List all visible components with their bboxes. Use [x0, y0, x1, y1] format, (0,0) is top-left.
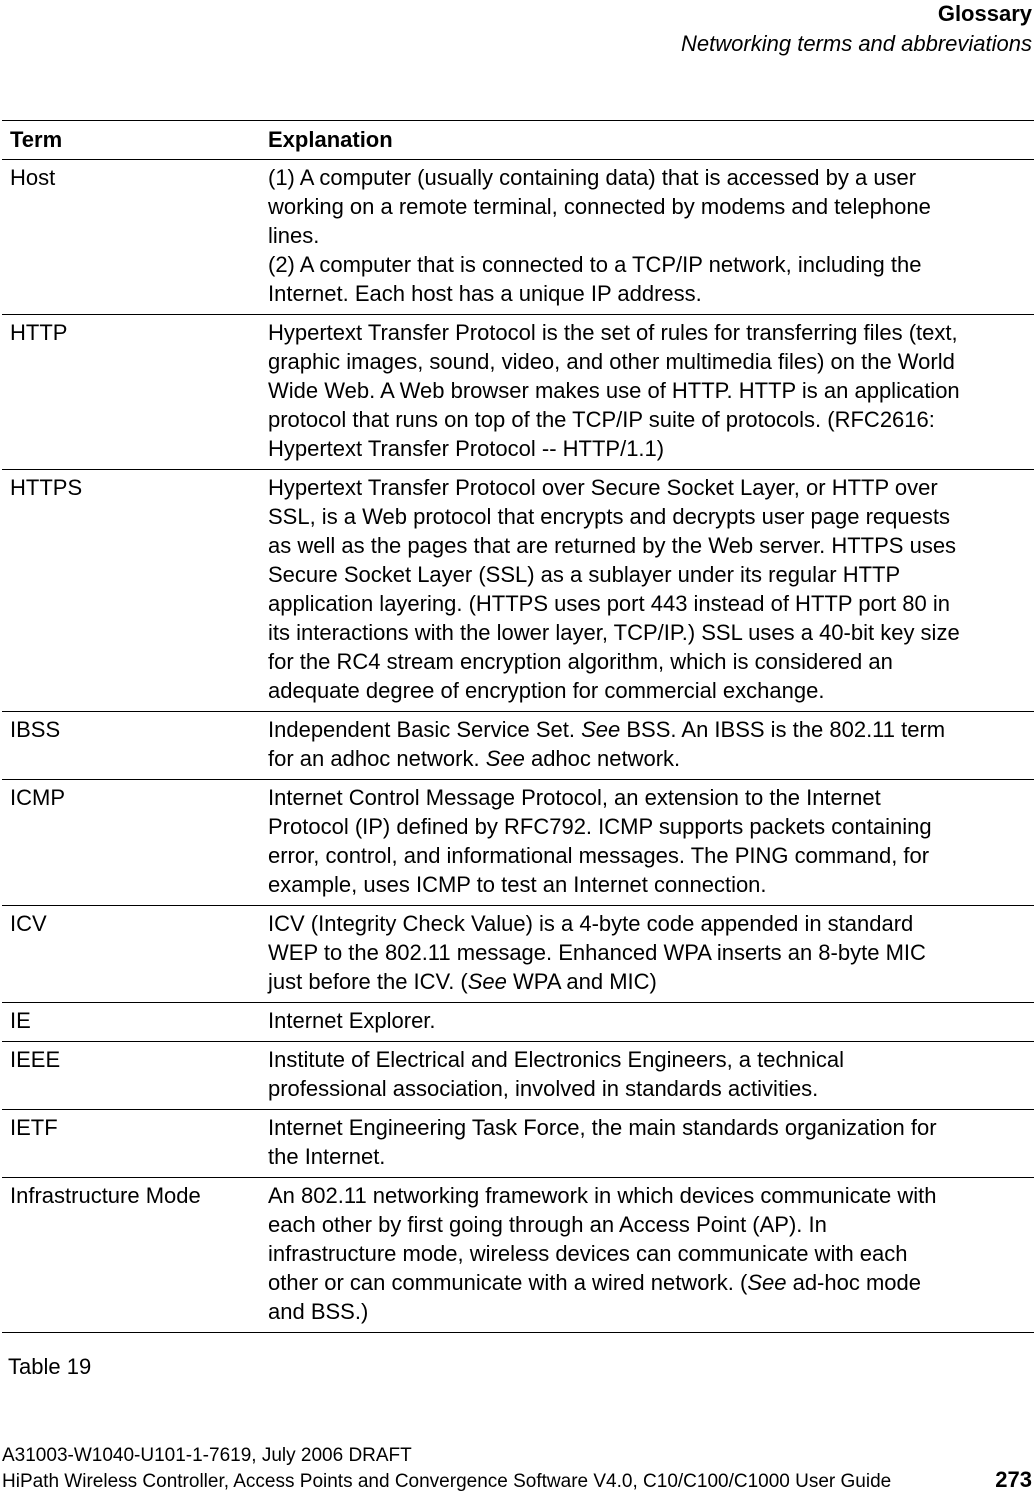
explanation-line: as well as the pages that are returned by the Web server. HTTPS uses: [268, 533, 957, 558]
explanation-line: WEP to the 802.11 message. Enhanced WPA inserts an 8-byte MIC: [268, 940, 926, 965]
explanation-line: lines.: [268, 223, 320, 248]
page-number: 273: [995, 1467, 1032, 1492]
term-cell: ICMP: [2, 780, 260, 906]
explanation-cell: [260, 906, 1034, 1003]
term-cell: IEEE: [2, 1042, 260, 1110]
explanation-line: Internet Explorer.: [268, 1008, 436, 1033]
explanation-line: Hypertext Transfer Protocol is the set of rules for transferring files (text,: [268, 320, 958, 345]
term-cell: Infrastructure Mode: [2, 1178, 260, 1333]
explanation-cell: [260, 1042, 1034, 1110]
explanation-line: example, uses ICMP to test an Internet connection.: [268, 872, 767, 897]
explanation-line: Internet Control Message Protocol, an extension to the Internet: [268, 785, 881, 810]
table-row: [2, 712, 1034, 780]
term-cell: HTTPS: [2, 470, 260, 712]
table-row: [2, 1042, 1034, 1110]
column-header-explanation: Explanation: [260, 121, 1034, 160]
glossary-body: [2, 160, 1034, 1333]
explanation-line: each other by first going through an Access Point (AP). In: [268, 1212, 827, 1237]
explanation-cell: [260, 1110, 1034, 1178]
term-cell: IETF: [2, 1110, 260, 1178]
explanation-line: Secure Socket Layer (SSL) as a sublayer under its regular HTTP: [268, 562, 901, 587]
explanation-cell: [260, 1003, 1034, 1042]
explanation-line: just before the ICV. (See WPA and MIC): [268, 969, 657, 994]
table-row: [2, 315, 1034, 470]
table-row: [2, 470, 1034, 712]
explanation-line: graphic images, sound, video, and other multimedia files) on the World: [268, 349, 955, 374]
explanation-cell: [260, 712, 1034, 780]
glossary-table: [2, 120, 1034, 1333]
explanation-line: Wide Web. A Web browser makes use of HTTP. HTTP is an application: [268, 378, 960, 403]
term-cell: ICV: [2, 906, 260, 1003]
section-title: Networking terms and abbreviations: [681, 31, 1032, 56]
explanation-line: professional association, involved in standards activities.: [268, 1076, 819, 1101]
term-cell: IE: [2, 1003, 260, 1042]
explanation-line: Hypertext Transfer Protocol -- HTTP/1.1): [268, 436, 665, 461]
explanation-line: application layering. (HTTPS uses port 443 instead of HTTP port 80 in: [268, 591, 950, 616]
explanation-cell: [260, 160, 1034, 315]
explanation-line: infrastructure mode, wireless devices can communicate with each: [268, 1241, 908, 1266]
footer-doc-id: A31003-W1040-U101-1-7619, July 2006 DRAFT: [2, 1445, 412, 1466]
explanation-line: for the RC4 stream encryption algorithm, which is considered an: [268, 649, 893, 674]
explanation-cell: [260, 470, 1034, 712]
explanation-line: Protocol (IP) defined by RFC792. ICMP supports packets containing: [268, 814, 932, 839]
footer-product: HiPath Wireless Controller, Access Points and Convergence Software V4.0, C10/C100/C1000 User Guide: [2, 1471, 892, 1492]
table-row: [2, 1110, 1034, 1178]
table-row: [2, 1003, 1034, 1042]
explanation-line: An 802.11 networking framework in which devices communicate with: [268, 1183, 937, 1208]
term-cell: IBSS: [2, 712, 260, 780]
page-header: [681, 0, 1032, 58]
explanation-cell: [260, 1178, 1034, 1333]
explanation-line: and BSS.): [268, 1299, 369, 1324]
page-footer: [2, 1444, 1032, 1494]
explanation-line: Internet. Each host has a unique IP address.: [268, 281, 702, 306]
explanation-line: other or can communicate with a wired network. (See ad-hoc mode: [268, 1270, 921, 1295]
explanation-cell: [260, 780, 1034, 906]
explanation-line: ICV (Integrity Check Value) is a 4-byte code appended in standard: [268, 911, 914, 936]
explanation-line: protocol that runs on top of the TCP/IP suite of protocols. (RFC2616:: [268, 407, 935, 432]
column-header-term: Term: [2, 121, 260, 160]
explanation-line: Independent Basic Service Set. See BSS. An IBSS is the 802.11 term: [268, 717, 946, 742]
explanation-line: (1) A computer (usually containing data) that is accessed by a user: [268, 165, 917, 190]
explanation-line: the Internet.: [268, 1144, 386, 1169]
term-cell: Host: [2, 160, 260, 315]
explanation-cell: [260, 315, 1034, 470]
explanation-line: working on a remote terminal, connected by modems and telephone: [268, 194, 931, 219]
table-row: [2, 906, 1034, 1003]
explanation-line: Hypertext Transfer Protocol over Secure Socket Layer, or HTTP over: [268, 475, 938, 500]
table-caption: Table 19: [8, 1354, 92, 1379]
explanation-line: Internet Engineering Task Force, the main standards organization for: [268, 1115, 937, 1140]
explanation-line: (2) A computer that is connected to a TCP/IP network, including the: [268, 252, 922, 277]
table-header-row: [2, 121, 1034, 160]
table-row: [2, 160, 1034, 315]
table-row: [2, 780, 1034, 906]
explanation-line: for an adhoc network. See adhoc network.: [268, 746, 681, 771]
table-row: [2, 1178, 1034, 1333]
explanation-line: SSL, is a Web protocol that encrypts and decrypts user page requests: [268, 504, 950, 529]
explanation-line: Institute of Electrical and Electronics Engineers, a technical: [268, 1047, 844, 1072]
explanation-line: adequate degree of encryption for commercial exchange.: [268, 678, 825, 703]
explanation-line: error, control, and informational messages. The PING command, for: [268, 843, 930, 868]
term-cell: HTTP: [2, 315, 260, 470]
chapter-title: Glossary: [937, 1, 1032, 26]
explanation-line: its interactions with the lower layer, TCP/IP.) SSL uses a 40-bit key size: [268, 620, 960, 645]
